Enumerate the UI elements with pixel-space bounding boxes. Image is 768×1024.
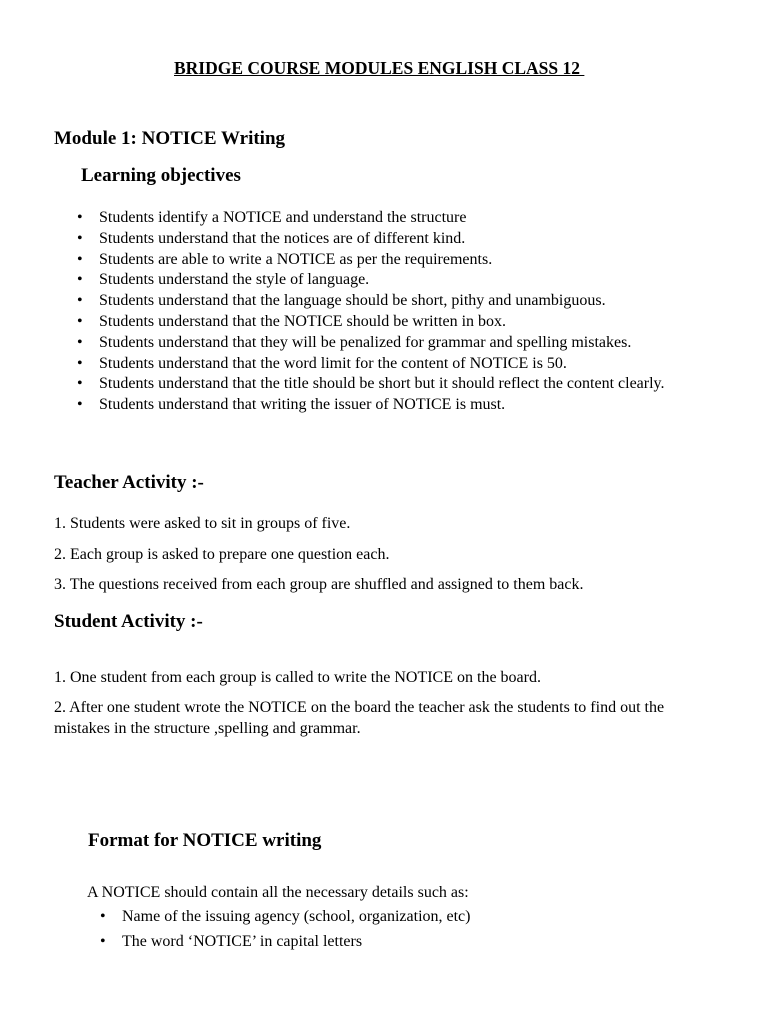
teacher-step: 2. Each group is asked to prepare one question each. (54, 546, 390, 563)
list-item: • Students understand that the word limit for the content of NOTICE is 50. (99, 354, 709, 375)
bullet-icon: • (77, 292, 83, 310)
list-item: • Students identify a NOTICE and understand the structure (99, 208, 709, 229)
list-item: • Students understand that the language should be short, pithy and unambiguous. (99, 291, 709, 312)
bullet-icon: • (100, 908, 106, 925)
format-list (100, 907, 682, 953)
teacher-step: 1. Students were asked to sit in groups of five. (54, 515, 351, 532)
list-item: • Students understand that the title should be short but it should reflect the content clearly. (99, 374, 709, 395)
list-item: • Students are able to write a NOTICE as per the requirements. (99, 250, 709, 271)
teacher-activity-heading: Teacher Activity :- (54, 472, 204, 493)
student-step: 1. One student from each group is called to write the NOTICE on the board. (54, 669, 541, 686)
learning-objectives-list (77, 208, 709, 416)
student-step: 2. After one student wrote the NOTICE on the board the teacher ask the students to find out the mistakes in the structure ,spelling and grammar. (54, 699, 665, 737)
bullet-icon: • (77, 250, 83, 268)
list-item: • Students understand that the notices are of different kind. (99, 229, 709, 250)
bullet-icon: • (77, 271, 83, 289)
list-item: • Students understand that writing the issuer of NOTICE is must. (99, 395, 709, 416)
bullet-icon: • (100, 932, 106, 950)
format-heading: Format for NOTICE writing (88, 830, 322, 851)
teacher-step: 3. The questions received from each group are shuffled and assigned to them back. (54, 576, 584, 593)
document-title: BRIDGE COURSE MODULES ENGLISH CLASS 12 (174, 58, 585, 78)
list-item: • The word ‘NOTICE’ in capital letters (122, 932, 682, 953)
bullet-icon: • (77, 333, 83, 351)
bullet-icon: • (77, 354, 83, 372)
list-item: • Students understand the style of language. (99, 270, 709, 291)
list-item: • Name of the issuing agency (school, organization, etc) (122, 907, 682, 928)
bullet-icon: • (77, 396, 83, 414)
module-heading: Module 1: NOTICE Writing (54, 128, 286, 149)
bullet-icon: • (77, 209, 83, 226)
bullet-icon: • (77, 312, 83, 330)
student-activity-heading: Student Activity :- (54, 611, 203, 632)
list-item: • Students understand that the NOTICE should be written in box. (99, 312, 709, 333)
format-intro: A NOTICE should contain all the necessary details such as: (87, 884, 469, 901)
learning-objectives-heading: Learning objectives (81, 165, 241, 186)
bullet-icon: • (77, 229, 83, 247)
list-item: • Students understand that they will be penalized for grammar and spelling mistakes. (99, 333, 709, 354)
bullet-icon: • (77, 375, 83, 393)
